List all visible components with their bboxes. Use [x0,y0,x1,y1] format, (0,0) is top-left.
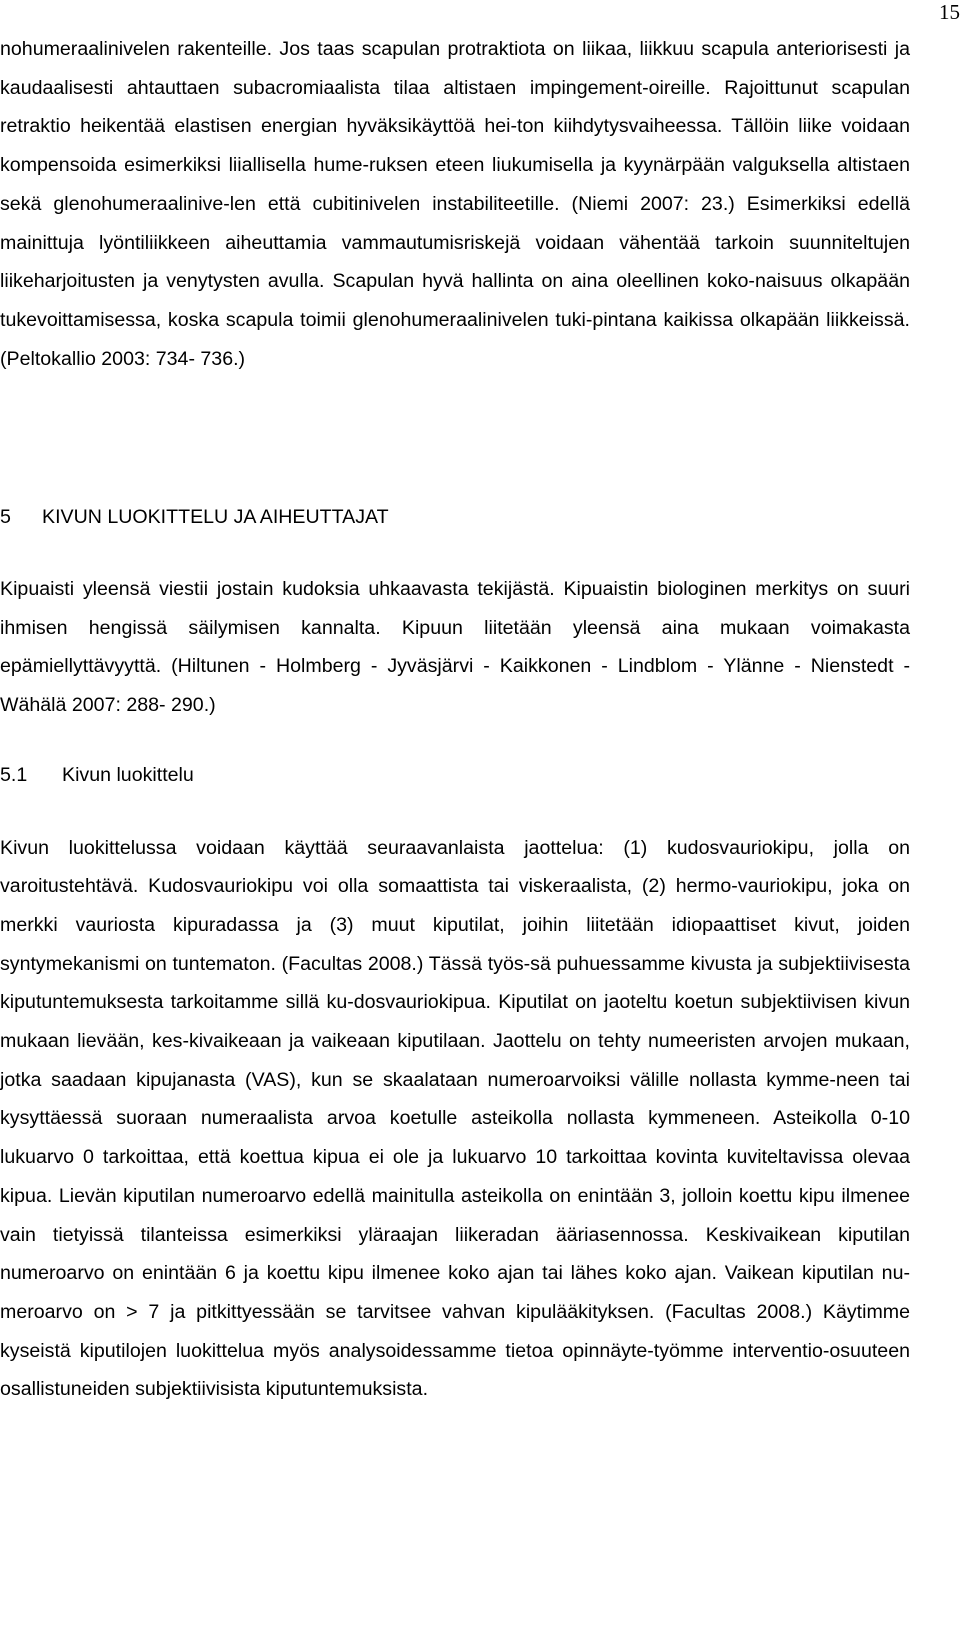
paragraph-pain-sense: Kipuaisti yleensä viestii jostain kudoksia uhkaavasta tekijästä. Kipuaistin biologinen merkitys on suuri ihmisen hengissä säilymisen kannalta. Kipuun liitetään yleensä aina mukaan voimakasta epämiellyttävyyttä. (Hiltunen - Holmberg - Jyväsjärvi - Kaikkonen - Lindblom - Ylänne - Nienstedt - Wähälä 2007: 288- 290.) [0,578,910,717]
section-title: KIVUN LUOKITTELU JA AIHEUTTAJAT [42,506,389,529]
subsection-heading-5-1 [0,756,910,795]
paragraph-pain-classification: Kivun luokittelussa voidaan käyttää seuraavanlaista jaottelua: (1) kudosvauriokipu, jolla on varoitustehtävä. Kudosvauriokipu voi olla somaattista tai viskeraalista, (2) hermo-vauriokipu, joka on merkki vauriosta kipuradassa ja (3) muut kiputilat, joihin liitetään idiopaattiset kivut, joiden syntymekanismi on tuntematon. (Facultas 2008.) Tässä työs-sä puhuessamme kivusta ja subjektiivisesta kiputuntemuksesta tarkoitamme sillä ku-dosvauriokipua. Kiputilat on jaoteltu koetun subjektiivisen kivun mukaan lievään, kes-kivaikeaan ja vaikeaan kiputilaan. Jaottelu on tehty numeeristen arvojen mukaan, jotka saadaan kipujanasta (VAS), kun se skaalataan numeroarvoiksi välille nollasta kymme-neen tai kysyttäessä suoraan numeraalista arvoa koetulle asteikolla nollasta kymmeneen. Asteikolla 0-10 lukuarvo 0 tarkoittaa, että koettua kipua ei ole ja lukuarvo 10 tarkoittaa kovinta kuviteltavissa olevaa kipua. Lievän kiputilan numeroarvo edellä mainitulla asteikolla on enintään 3, jolloin koettu kipu ilmenee vain tietyissä tilanteissa esimerkiksi yläraajan liikeradan ääriasennossa. Keskivaikean kiputilan numeroarvo on enintään 6 ja koettu kipu ilmenee koko ajan tai lähes koko ajan. Vaikean kiputilan nu-meroarvo on > 7 ja pitkittyessään se tarvitsee vahvan kipulääkityksen. (Facultas 2008.) Käytimme kyseistä kiputilojen luokittelua myös analysoidessamme tietoa opinnäyte-työmme interventio-osuuteen osallistuneiden subjektiivisista kiputuntemuksista. [0,836,910,1401]
subsection-number: 5.1 [0,763,28,786]
page-number: 15 [939,0,960,24]
document-body [0,30,910,1409]
section-number: 5 [0,506,11,529]
subsection-title: Kivun luokittelu [62,763,194,786]
section-heading-5 [0,498,910,537]
paragraph-scapula: nohumeraalinivelen rakenteille. Jos taas scapulan protraktiota on liikaa, liikkuu scapula anteriorisesti ja kaudaalisesti ahtauttaen subacromiaalista tilaa altistaen impingement-oireille. Rajoittunut scapulan retraktio heikentää elastisen energian hyväksikäyttöä hei-ton kiihdytysvaiheessa. Tällöin liike voidaan kompensoida esimerkiksi liiallisella hume-ruksen eteen liukumisella ja kyynärpään valguksella altistaen sekä glenohumeraalinive-len että cubitinivelen instabiliteetille. (Niemi 2007: 23.) Esimerkiksi edellä mainittuja lyöntiliikkeen aiheuttamia vammautumisriskejä voidaan vähentää tarkoin suunniteltujen liikeharjoitusten ja venytysten avulla. Scapulan hyvä hallinta on aina oleellinen koko-naisuus olkapään tukevoittamisessa, koska scapula toimii glenohumeraalinivelen tuki-pintana kaikissa olkapään liikkeissä. (Peltokallio 2003: 734- 736.) [0,38,910,370]
